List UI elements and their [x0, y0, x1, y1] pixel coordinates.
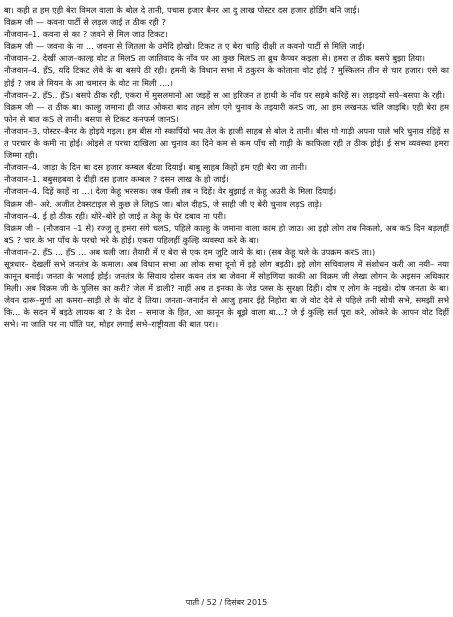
paragraph: नौजवान–1. कवना से का ? जवने से मिल जाउ टिकट। — [4, 29, 168, 40]
paragraph: विक्रम जी — जवना के ना ... जवना से जितला के उमेदि होखो। टिकट त ए बेरा चाहि दीक्षी त कवनो पार्टी से मिलि जाई। — [4, 41, 365, 52]
paragraph: विक्रम जी– अरे. अजीत टेक्सटाइल से कुछ ले लिहS जा। बोल दीहS, जे साही जी ए बेरी चुनाव लड़S ताड़े। — [4, 198, 322, 209]
paragraph: नौजवान–2. हँS ... हँS ... अब चली जा। तैयारी में ए बेरा से एक दम जुटि जाये के बा। (सब केहू चले के उपक्रम करS ता।) — [4, 246, 376, 257]
paragraph: नौजवान–4. हँS, यदि टिकट लेवे के बा बसपे ठी रही। हमनी के विधान सभा में ठकुरन के कोताना वोट होई ? मुस्किलन तीन से चार हजार। एसे का होई ? जब ले मियन के आ चमारन के वोट ना मिली ....। — [4, 65, 449, 88]
paragraph: नौजवान–3. पोस्टर–बैनर के होइये गइल। हम बीस गो स्कार्पियो भय तेल के हाजी साहब से बोल दे तानी। बीस गो गाड़ी अपना पाले भरि चुनाव रहिहें स त परचार के कमी ना होई। ओइसे त परचा दाखिला आ चुनाव का दिने कम से कम पाँच सौ गाड़ी के काफिला रही त ठीक होई। ई सभ व्यवस्था हमरा जिम्मा रही। — [4, 125, 449, 161]
paragraph: नौजवान–1. बबुसहबवा दे दीही दस हजार कम्बल ? दसन लाख के हो जाई। — [4, 174, 229, 185]
paragraph: बा। कही त हम एही बेरा विमल वाला के बोल दे तानी, पचास हजार बैनर आ दु लाख पोस्टर दस हजार होर्डिंग बनि जाई। — [4, 5, 360, 15]
paragraph: नौजवान–4. ई हो ठीक रही। थोरे–बोरे हो जाई त केहू के घेर दबाव ना परी। — [4, 210, 227, 221]
paragraph: नौजवान–4. दिहें काहें ना ...। देला केहू भरसक। जब फँसी तब न दिहें। वेर बुझाई त केहू अउरी के मिला दियाई। — [4, 186, 337, 197]
paragraph: विक्रम जी – (नौजवान –1 से) रज्जु तू हमरा संगे चलS, पहिले काल्हु के जमाना वाला काम हो जाउ। आ इहो लोग तब निकलो, अब कS दिन बड़लहीं बS ? चार के भा पाँच के परचो भरे के होई। एकरा पहिलहीं कुल्हि व्यवस्था करे के बा। — [4, 222, 449, 245]
page-footer: पाती / 52 / दिसंबर 2015 — [185, 598, 268, 607]
paragraph: नौजवान–2. देखीं आज–काल्ह वोट त मिलS ता जातिवाद के नाँव पर आ कुछ मिलS ता ब्रुथ कैप्चर कइला से। हमरा त ठीक बसपे बुझा तिया। — [4, 53, 426, 64]
paragraph: विक्रम जी — कवना पार्टी से लड़ल जाई त ठीक रही ? — [4, 17, 166, 28]
paragraph: नौजवान–2. हँS.. हँS। बसपे ठीक रही, एकरा में मुसलमानो आ जइहें स आ हरिजन त हाथी के नाँव पर सहबे करिहें स। लड़ाइयो सपे–बसपा के रही। — [4, 89, 445, 100]
paragraph: विक्रम जी — त ठीक बा। काल्हु जमाना ही जाउ ओकरा बाद तहन लोग एगे चुनाव के तइयारी करS जा, आ हम लखनऊ चलि जाइबि। एही बेरा हम फोन से बात कS ले तानी। बसपा से टिकट कनफर्म जानS। — [4, 101, 449, 124]
play-text — [4, 4, 449, 331]
paragraph: नौजवान–4. जाड़ा के दिन बा दस हजार कम्बल बँटवा दियाई। बाबू साहब किहों हम एही बेरा जा तानी। — [4, 162, 308, 173]
paragraph: सूत्रधार– देखलीं सभे जनतंत्र के कमाल। अब विधान सभा आ लोक सभा दूनो में इहे लोग बइठी। इहे लोग सचिवालय में संशोधन करी आ नयी– नया कानून बनाई। जनता के भलाई होई। जनतंत्र के सिवाय दोसर कवन तंत्र बा जेवना में सोहणिया काकी आ विक्रम जी लेखा लोगन के अइसन अधिकार मिली। अब विक्रम जी के पुलिस का करी? जेल में डाली? नाहीं अब त इनका के जेड प्लस के सुरक्षा दिही। दोष ए लोग के नइखे। दोष जनता के बा। जेवन दारू–मुर्गा आ कमरा–साड़ी ले के वोट दे तिया। जनता–जनार्दन से आजु हमार ईहे निहोरा बा जे वोट देवे से पहिले तनी सोची सभे, समझीं सभे कि... के सदन में बइठे लायक बा ? के देश – समाज के हित, आ कानून के बूझे वाला बा...? जे ई कुल्हि सर्त पूरा करे, ओकरे के आपन वोट दिहीं सभे। ना जाति पर ना पाँति पर, मोहर लगाईं सभे–राष्ट्रीयता की बात पर।। — [4, 258, 449, 330]
